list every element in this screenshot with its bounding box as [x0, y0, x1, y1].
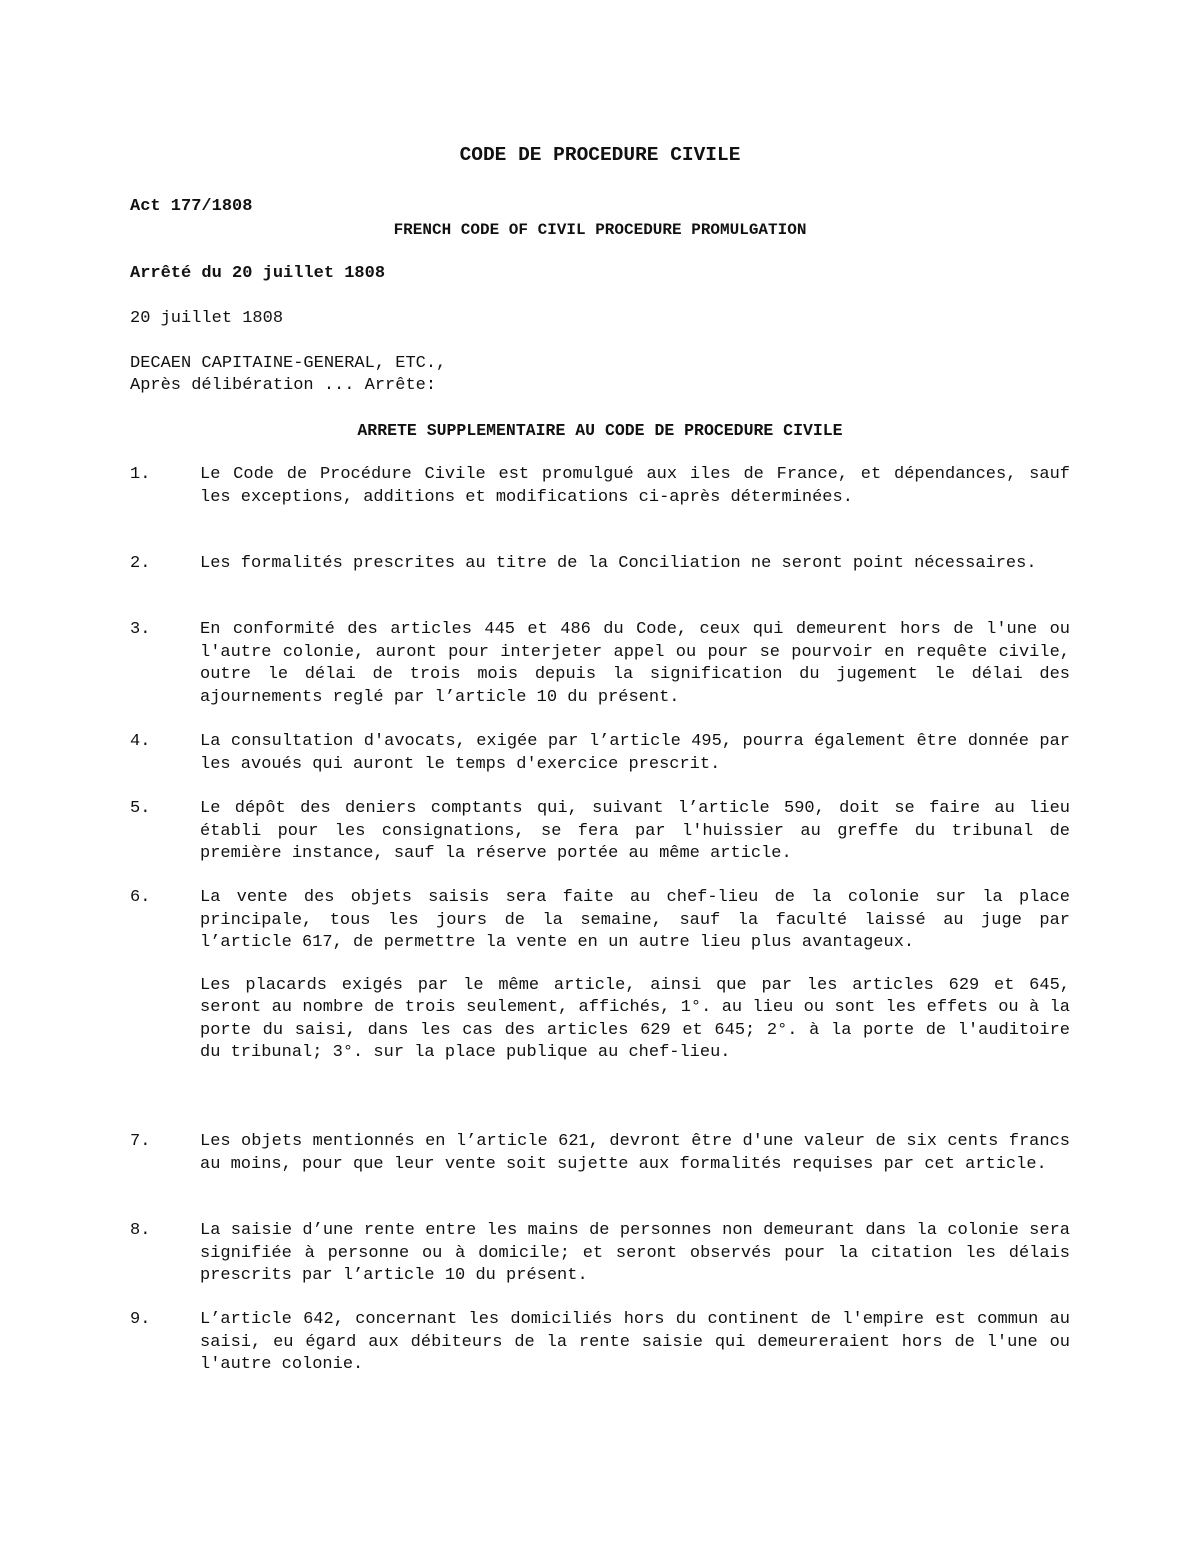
- article-number: 2.: [130, 554, 151, 573]
- article-text: [200, 1220, 1070, 1288]
- article-paragraph: La vente des objets saisis sera faite au chef-lieu de la colonie sur la place principale, tous les jours de la semaine, sauf la faculté laissé au juge par l’article 617, de permettre la vente en un autre lieu plus avantageux.: [200, 888, 1070, 952]
- article-paragraph: En conformité des articles 445 et 486 du Code, ceux qui demeurent hors de l'une ou l'autre colonie, auront pour interjeter appel ou pour se pourvoir en requête civile, outre le délai de trois mois depuis la signification du jugement le délai des ajournements reglé par l’article 10 du présent.: [200, 620, 1070, 707]
- article-paragraph: Les placards exigés par le même article, ainsi que par les articles 629 et 645, seront au nombre de trois seulement, affichés, 1°. au lieu ou sont les effets ou à la porte du saisi, dans les cas des articles 629 et 645; 2°. à la porte de l'auditoire du tribunal; 3°. sur la place publique au chef-lieu.: [200, 975, 1070, 1062]
- article-paragraph: Le Code de Procédure Civile est promulgué aux iles de France, et dépendances, sauf les exceptions, additions et modifications ci-après déterminées.: [200, 465, 1070, 507]
- article-number: 8.: [130, 1221, 151, 1240]
- document-date: 20 juillet 1808: [130, 309, 284, 328]
- article-text: [200, 1131, 1070, 1176]
- article-text: [200, 464, 1070, 509]
- article-number: 9.: [130, 1310, 151, 1329]
- article-text: [200, 619, 1070, 709]
- article-text: [200, 553, 1070, 576]
- article-number: 7.: [130, 1132, 151, 1151]
- article-paragraph: L’article 642, concernant les domiciliés hors du continent de l'empire est commun au saisi, eu égard aux débiteurs de la rente saisie qui demeureraient hors de l'une ou l'autre colonie.: [200, 1310, 1070, 1374]
- article-text: [200, 798, 1070, 866]
- preamble-line-1: DECAEN CAPITAINE-GENERAL, ETC.,: [130, 354, 447, 373]
- article-paragraph: La saisie d’une rente entre les mains de personnes non demeurant dans la colonie sera signifiée à personne ou à domicile; et seront observés pour la citation les délais prescrits par l’article 10 du présent.: [200, 1221, 1070, 1285]
- article-number: 1.: [130, 465, 151, 484]
- article-number: 5.: [130, 799, 151, 818]
- article-text: [200, 887, 1070, 1065]
- article-number: 4.: [130, 732, 151, 751]
- preamble-line-2: Après délibération ... Arrête:: [130, 376, 437, 395]
- article-text: [200, 731, 1070, 776]
- article-number: 6.: [130, 888, 151, 907]
- article-paragraph: Les formalités prescrites au titre de la Conciliation ne seront point nécessaires.: [200, 554, 1037, 573]
- article-paragraph: Le dépôt des deniers comptants qui, suivant l’article 590, doit se faire au lieu établi pour les consignations, se fera par l'huissier au greffe du tribunal de première instance, sauf la réserve portée au même article.: [200, 799, 1070, 863]
- article-paragraph: La consultation d'avocats, exigée par l’article 495, pourra également être donnée par les avoués qui auront le temps d'exercice prescrit.: [200, 732, 1070, 774]
- document-subtitle: FRENCH CODE OF CIVIL PROCEDURE PROMULGATION: [393, 221, 807, 239]
- article-number: 3.: [130, 620, 151, 639]
- article-paragraph: Les objets mentionnés en l’article 621, devront être d'une valeur de six cents francs au moins, pour que leur vente soit sujette aux formalités requises par cet article.: [200, 1132, 1070, 1174]
- document-title: CODE DE PROCEDURE CIVILE: [459, 144, 741, 166]
- section-heading: ARRETE SUPPLEMENTAIRE AU CODE DE PROCEDURE CIVILE: [357, 421, 843, 440]
- act-number: Act 177/1808: [130, 197, 253, 216]
- article-text: [200, 1309, 1070, 1377]
- arrete-heading: Arrêté du 20 juillet 1808: [130, 264, 386, 283]
